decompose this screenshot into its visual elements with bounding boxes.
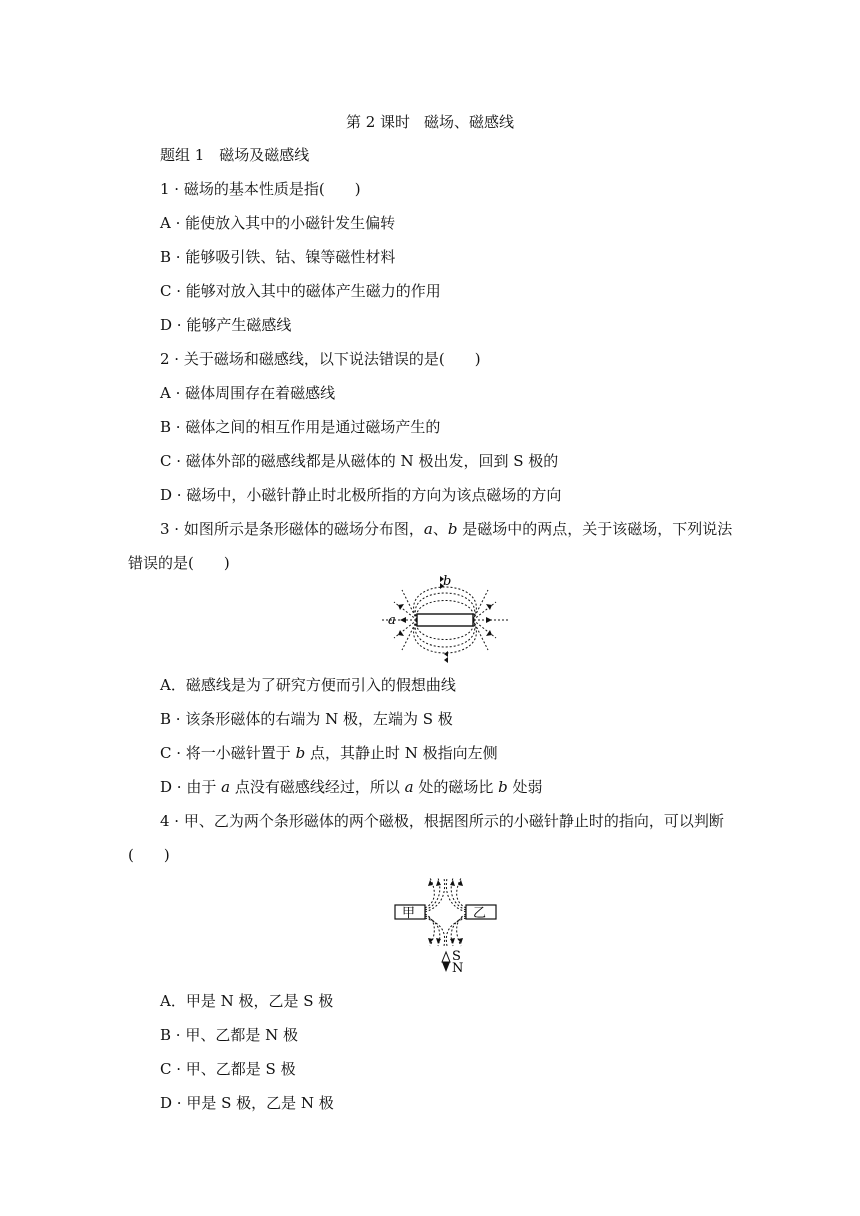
- bar-magnet: [417, 614, 473, 626]
- needle-south-half: [442, 952, 450, 962]
- two-poles-figure: [392, 876, 500, 976]
- lesson-number: 第 2 课时: [345, 113, 411, 131]
- q2-option-a: A · 磁体周围存在着磁感线: [160, 384, 336, 402]
- pole-jia-label: 甲: [402, 906, 416, 921]
- group-heading: 题组 1 磁场及磁感线: [160, 146, 310, 164]
- q1-option-d: D · 能够产生磁感线: [160, 316, 292, 334]
- q3-option-b: B · 该条形磁体的右端为 N 极，左端为 S 极: [160, 710, 453, 728]
- q1-option-a: A · 能使放入其中的小磁针发生偏转: [160, 214, 396, 232]
- q3-stem-line2: 错误的是( ): [128, 554, 230, 572]
- q1-option-c: C · 能够对放入其中的磁体产生磁力的作用: [160, 282, 441, 300]
- pole-yi-label: 乙: [473, 906, 487, 921]
- q2-stem: 2 · 关于磁场和磁感线，以下说法错误的是( ): [160, 350, 481, 368]
- q1-stem: 1 · 磁场的基本性质是指( ): [160, 180, 361, 198]
- bar-magnet-field-diagram: [380, 574, 510, 666]
- q3-option-c: C · 将一小磁针置于 b 点，其静止时 N 极指向左侧: [160, 744, 498, 762]
- needle-s-label: S: [452, 949, 461, 964]
- point-a-label: a: [388, 613, 396, 628]
- needle-n-label: N: [452, 961, 464, 976]
- q1-option-b: B · 能够吸引铁、钴、镍等磁性材料: [160, 248, 396, 266]
- q4-stem-line1: 4 · 甲、乙为两个条形磁体的两个磁极，根据图所示的小磁针静止时的指向，可以判断: [160, 812, 724, 830]
- q4-option-d: D · 甲是 S 极，乙是 N 极: [160, 1094, 334, 1112]
- q4-stem-line2: ( ): [128, 846, 170, 864]
- q3-option-d: D · 由于 a 点没有磁感线经过，所以 a 处的磁场比 b 处弱: [160, 778, 543, 796]
- point-b-label: b: [443, 574, 452, 589]
- lesson-topic: 磁场、磁感线: [424, 113, 515, 131]
- q4-option-a: A．甲是 N 极，乙是 S 极: [160, 992, 334, 1010]
- q2-option-b: B · 磁体之间的相互作用是通过磁场产生的: [160, 418, 441, 436]
- q2-option-c: C · 磁体外部的磁感线都是从磁体的 N 极出发，回到 S 极的: [160, 452, 559, 470]
- bar-magnet-field-figure: [380, 574, 510, 666]
- q4-option-b: B · 甲、乙都是 N 极: [160, 1026, 298, 1044]
- q4-option-c: C · 甲、乙都是 S 极: [160, 1060, 296, 1078]
- page-title: [0, 111, 860, 132]
- q3-option-a: A．磁感线是为了研究方便而引入的假想曲线: [160, 676, 456, 694]
- needle-north-half: [442, 962, 450, 972]
- q2-option-d: D · 磁场中，小磁针静止时北极所指的方向为该点磁场的方向: [160, 486, 562, 504]
- q3-stem-line1: 3 · 如图所示是条形磁体的磁场分布图，a、b 是磁场中的两点，关于该磁场，下列说法: [160, 520, 733, 538]
- two-poles-field-diagram: [392, 876, 500, 976]
